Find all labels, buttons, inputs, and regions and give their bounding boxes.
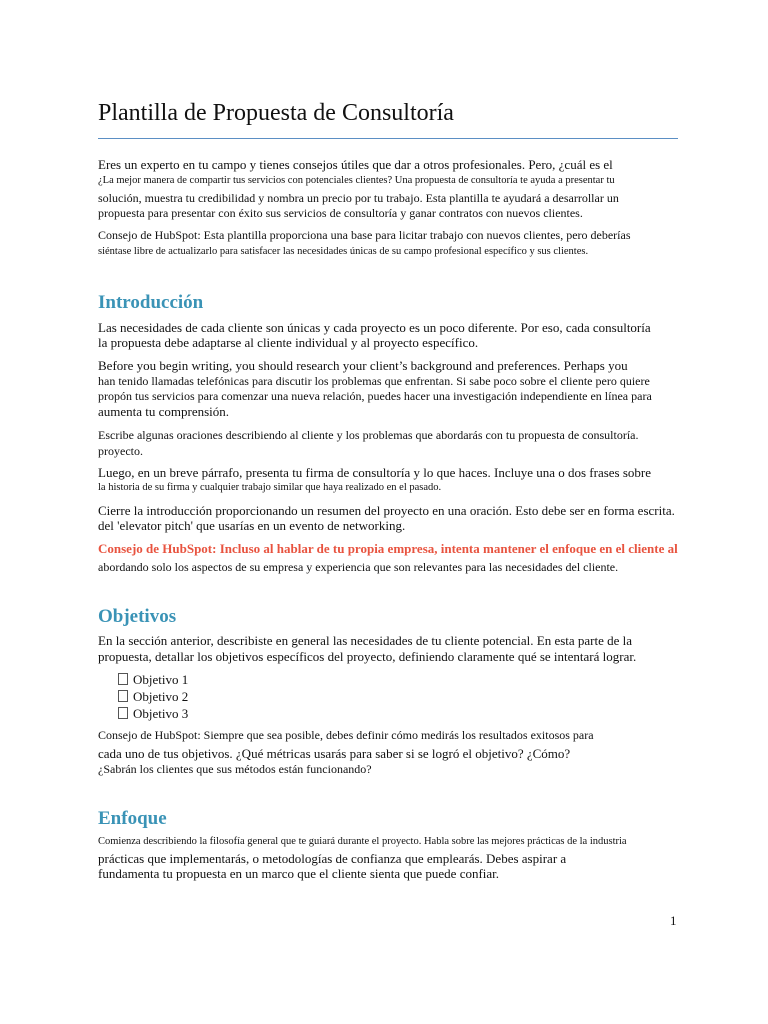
paragraph-line: prácticas que implementarás, o metodologías de confianza que emplearás. Debes aspirar a [98, 851, 567, 866]
paragraph-line: abordando solo los aspectos de su empresa y experiencia que son relevantes para las necesidades del cliente. [98, 560, 619, 574]
paragraph-line: Escribe algunas oraciones describiendo al cliente y los problemas que abordarás con tu propuesta de consultoría. [98, 428, 639, 442]
paragraph-line: proyecto. [98, 444, 143, 458]
intro-line: solución, muestra tu credibilidad y nombra un precio por tu trabajo. Esta plantilla te ayudará a desarrollar un [98, 191, 619, 205]
paragraph-line: Comienza describiendo la filosofía general que te guiará durante el proyecto. Habla sobre las mejores prácticas de la industria [98, 836, 627, 847]
paragraph-line: propuesta, detallar los objetivos específicos del proyecto, definiendo claramente qué se intentará lograr. [98, 649, 637, 664]
tip-line: cada uno de tus objetivos. ¿Qué métricas usarás para saber si se logró el objetivo? ¿Cómo? [98, 746, 571, 761]
title-divider [98, 138, 678, 139]
paragraph-line: En la sección anterior, describiste en general las necesidades de tu cliente potencial. En esta parte de la [98, 633, 633, 648]
paragraph-line: Las necesidades de cada cliente son únicas y cada proyecto es un poco diferente. Por eso, cada consultoría [98, 320, 651, 335]
section-heading-objetivos: Objetivos [98, 606, 177, 627]
document-title: Plantilla de Propuesta de Consultoría [98, 100, 454, 126]
paragraph-line: fundamenta tu propuesta en un marco que el cliente sienta que puede confiar. [98, 866, 500, 881]
checkbox-icon [118, 690, 128, 702]
paragraph-line: la propuesta debe adaptarse al cliente individual y al proyecto específico. [98, 335, 479, 350]
tip-line: Consejo de HubSpot: Esta plantilla proporciona una base para licitar trabajo con nuevos clientes, pero deberías [98, 228, 631, 242]
paragraph-line: del 'elevator pitch' que usarías en un evento de networking. [98, 518, 406, 533]
paragraph-line: Cierre la introducción proporcionando un resumen del proyecto en una oración. Esto debe ser en forma escrita. [98, 503, 675, 518]
paragraph-line: han tenido llamadas telefónicas para discutir los problemas que enfrentan. Si sabe poco sobre el cliente pero quiere [98, 374, 650, 388]
section-heading-enfoque: Enfoque [98, 808, 167, 829]
checkbox-icon [118, 707, 128, 719]
paragraph-line: Luego, en un breve párrafo, presenta tu firma de consultoría y lo que haces. Incluye una o dos frases sobre [98, 465, 652, 480]
paragraph-line: aumenta tu comprensión. [98, 404, 230, 419]
page-number: 1 [670, 913, 677, 928]
tip-line: ¿Sabrán los clientes que sus métodos están funcionando? [98, 762, 372, 776]
tip-line: siéntase libre de actualizarlo para satisfacer las necesidades únicas de su campo profesional específico y sus clientes. [98, 246, 589, 257]
list-item [118, 690, 188, 703]
checkbox-icon [118, 673, 128, 685]
paragraph-line: propón tus servicios para comenzar una nueva relación, puedes hacer una investigación independiente en línea para [98, 389, 652, 403]
objective-label: Objetivo 3 [133, 706, 189, 721]
intro-line: Eres un experto en tu campo y tienes consejos útiles que dar a otros profesionales. Pero, ¿cuál es el [98, 157, 613, 172]
list-item [118, 673, 188, 686]
hubspot-tip-highlight: Consejo de HubSpot: Incluso al hablar de tu propia empresa, intenta mantener el enfoque en el cliente al [98, 541, 678, 556]
intro-line: ¿La mejor manera de compartir tus servicios con potenciales clientes? Una propuesta de consultoría te ayuda a presentar tu [98, 175, 615, 186]
section-heading-introduccion: Introducción [98, 292, 204, 313]
objective-label: Objetivo 1 [133, 672, 189, 687]
list-item [118, 707, 188, 720]
objective-label: Objetivo 2 [133, 689, 189, 704]
paragraph-line: Before you begin writing, you should research your client’s background and preferences. Perhaps you [98, 358, 628, 373]
tip-line: Consejo de HubSpot: Siempre que sea posible, debes definir cómo medirás los resultados exitosos para [98, 728, 594, 742]
intro-line: propuesta para presentar con éxito sus servicios de consultoría y ganar contratos con nuevos clientes. [98, 206, 583, 220]
paragraph-line: la historia de su firma y cualquier trabajo similar que haya realizado en el pasado. [98, 482, 442, 493]
